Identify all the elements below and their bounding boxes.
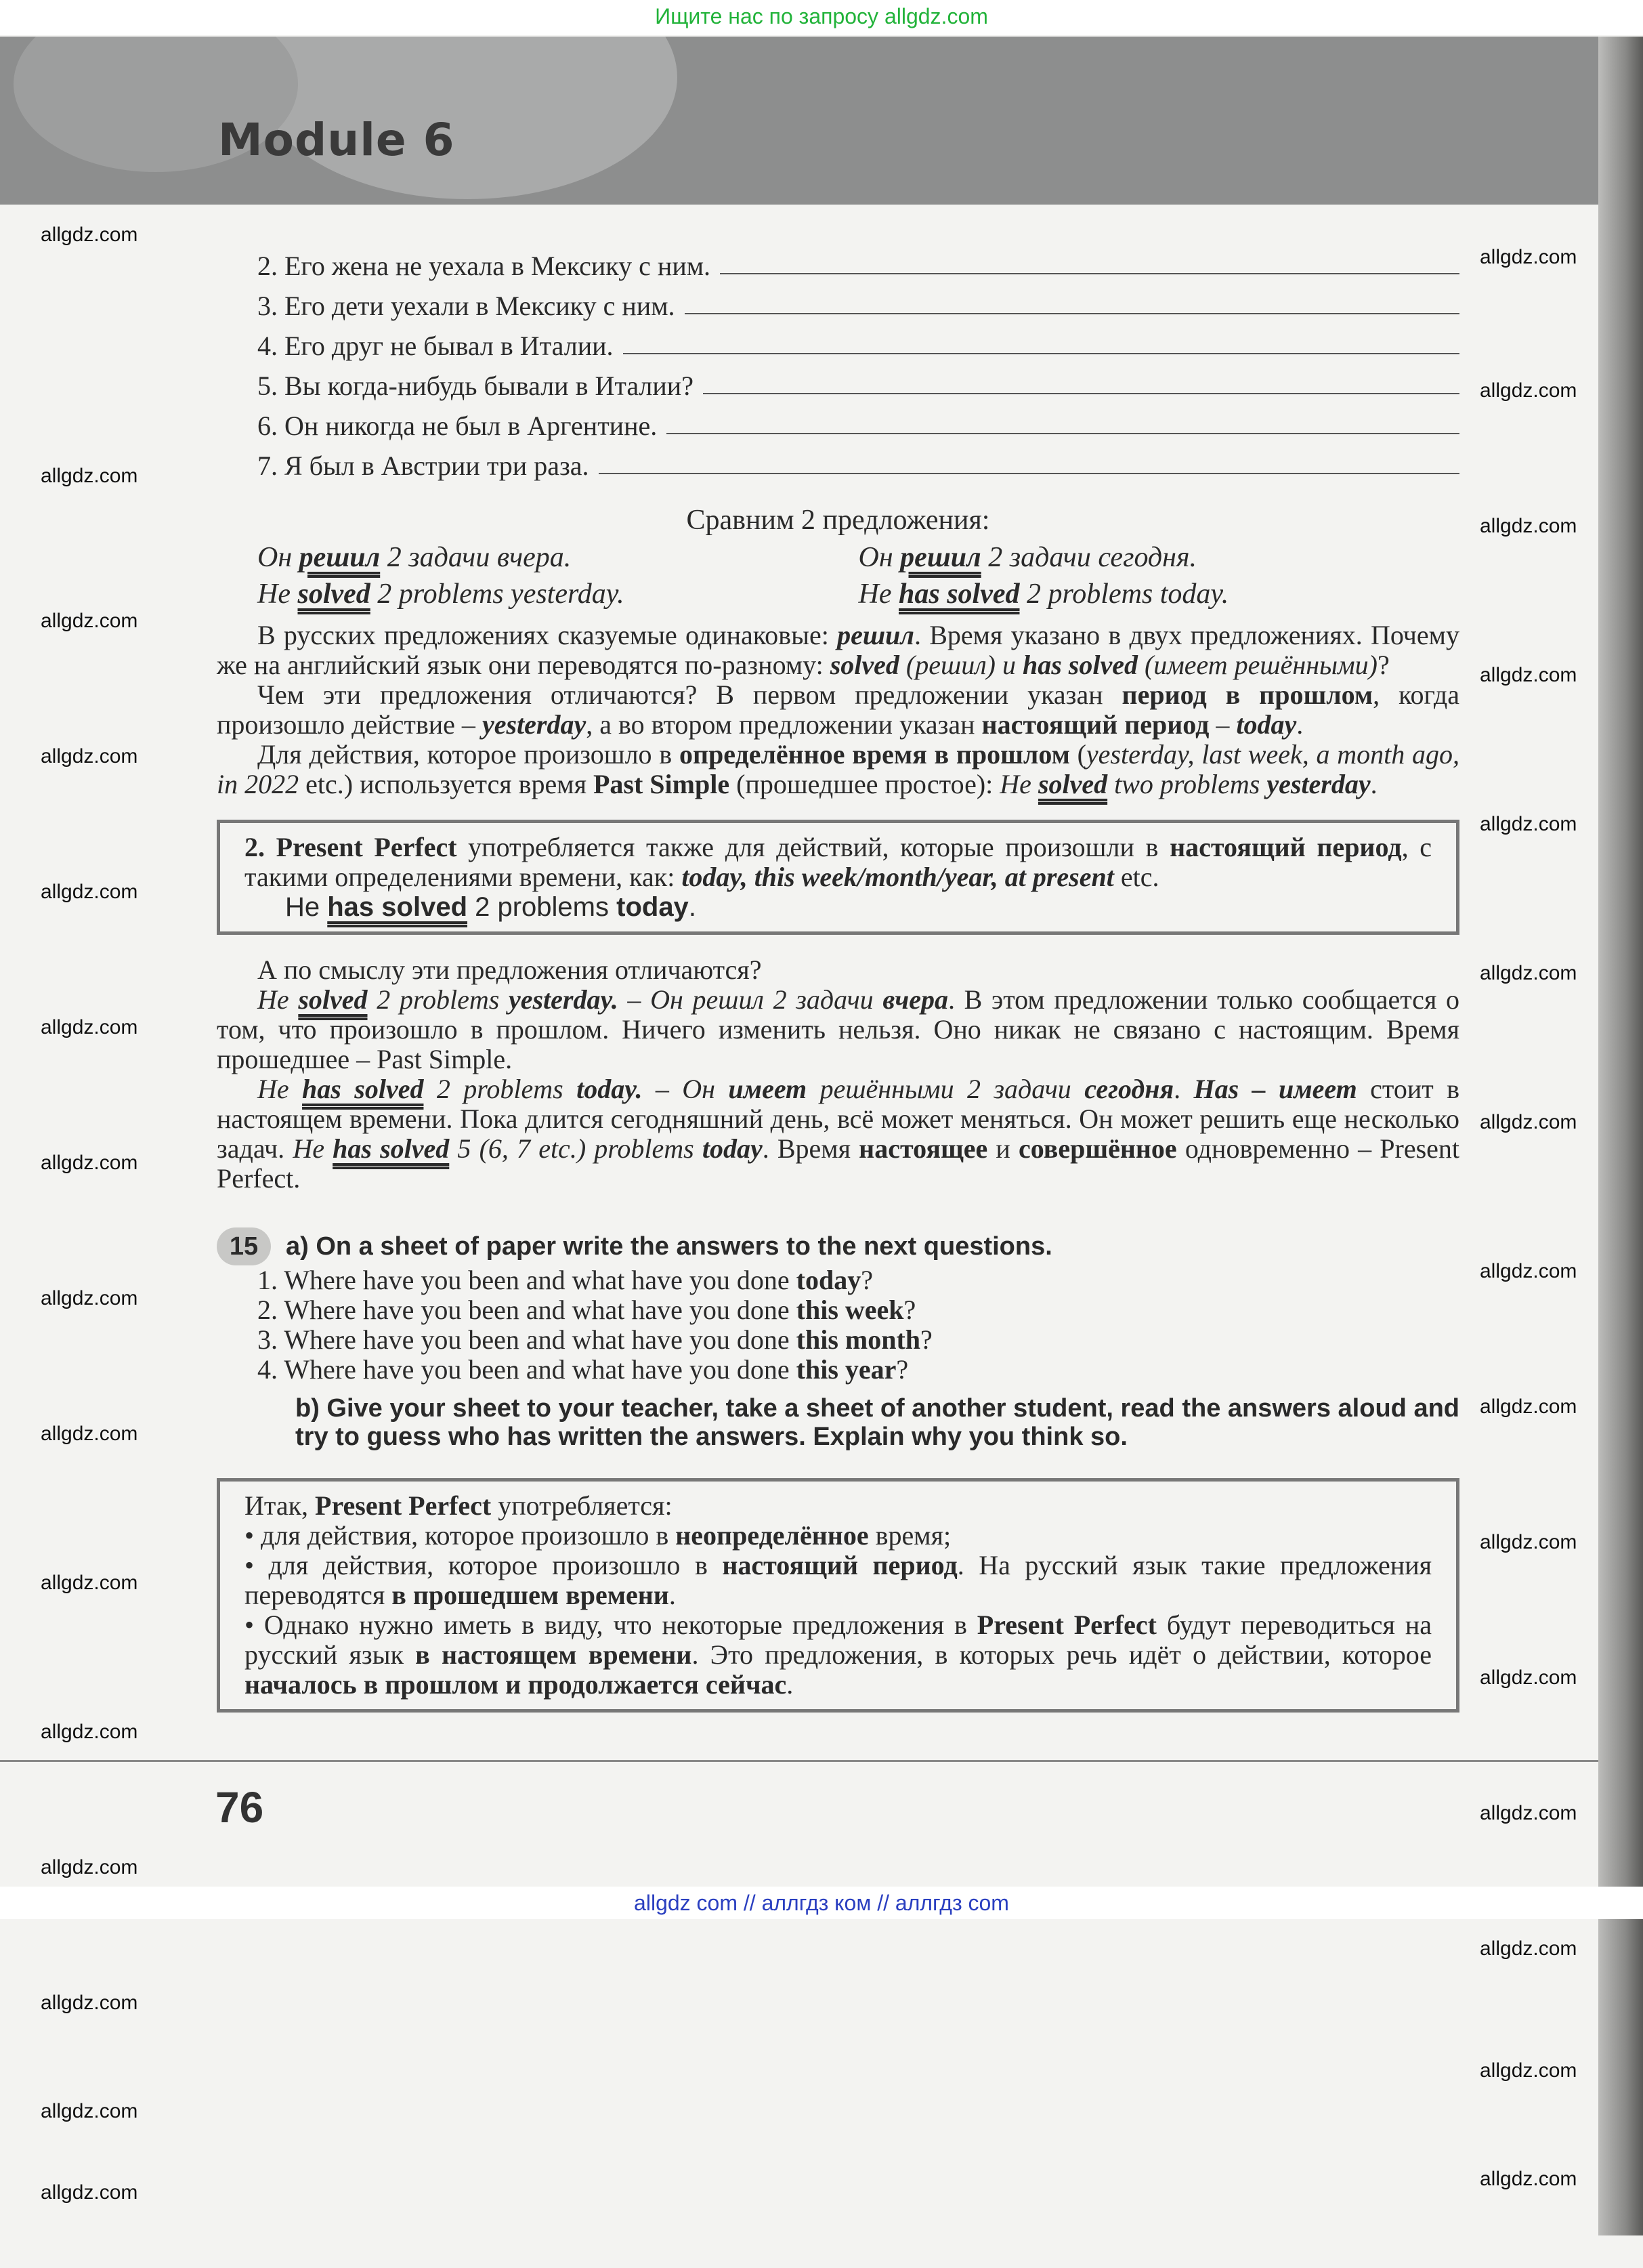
text-segment: (прошедшее простое): — [729, 769, 1000, 799]
compare-left — [257, 576, 859, 612]
watermark: allgdz.com — [1480, 1802, 1577, 1824]
text-segment: two problems — [1107, 769, 1267, 799]
text-segment: He — [858, 579, 899, 610]
text-segment: сегодня — [1084, 1074, 1174, 1104]
list-item-text: 4. Его друг не бывал в Италии. — [257, 331, 614, 361]
text-segment: настоящее — [859, 1133, 988, 1164]
text-segment: время; — [868, 1520, 952, 1551]
watermark: allgdz.com — [41, 881, 138, 903]
text-segment: 2 problems yesterday. — [370, 579, 624, 610]
text-segment: имеет — [728, 1074, 807, 1104]
list-item-text: 3. Его дети уехали в Мексику с ним. — [257, 291, 675, 321]
text-segment: Present Perfect — [315, 1490, 492, 1521]
list-item-text: 6. Он никогда не был в Аргентине. — [257, 411, 658, 441]
text-segment: – Он решил 2 задачи — [618, 984, 883, 1015]
module-header — [0, 37, 1598, 205]
summary-line — [244, 1551, 1432, 1610]
text-segment: 2 problems — [367, 984, 509, 1015]
summary-line — [244, 1491, 1432, 1521]
exercise-number-badge: 15 — [217, 1227, 271, 1265]
text-segment: 1. Where have you been and what have you done — [257, 1265, 796, 1295]
text-segment: . — [1370, 769, 1378, 799]
page-number: 76 — [215, 1783, 264, 1832]
watermark: allgdz.com — [1480, 515, 1577, 537]
watermark: allgdz.com — [1480, 664, 1577, 686]
exercise-part-a — [217, 1227, 1459, 1265]
paragraph — [217, 955, 1459, 985]
compare-heading: Сравним 2 предложения: — [686, 505, 990, 536]
module-title: Module 6 — [218, 114, 455, 166]
text-segment: . На русский язык такие предложения переводятся — [244, 1550, 1432, 1610]
text-segment: – Он — [642, 1074, 729, 1104]
watermark: allgdz.com — [1480, 1260, 1577, 1282]
text-segment: . — [668, 1580, 676, 1610]
text-segment: • для действия, которое произошло в — [244, 1550, 723, 1580]
text-segment: Has – имеет — [1193, 1074, 1357, 1104]
watermark: allgdz.com — [1480, 813, 1577, 835]
answer-line — [685, 313, 1459, 314]
text-segment: (имеет решёнными) — [1137, 650, 1378, 680]
text-segment: He — [257, 1074, 303, 1104]
text-segment: 2 задачи вчера. — [380, 542, 572, 573]
text-segment: yesterday, last week, a month ago, in 2022 — [217, 739, 1459, 799]
text-segment: решёнными 2 задачи — [807, 1074, 1085, 1104]
watermark: allgdz.com — [41, 224, 138, 246]
text-segment: 5 (6, 7 etc.) problems — [449, 1133, 702, 1164]
meaning-section — [217, 955, 1459, 1194]
watermark: allgdz.com — [41, 1572, 138, 1594]
list-item-text: 5. Вы когда-нибудь бывали в Италии? — [257, 371, 694, 401]
text-segment: . — [1296, 709, 1304, 740]
text-segment: this month — [796, 1324, 921, 1355]
exercise-instruction-a: a) On a sheet of paper write the answers to the next questions. — [286, 1232, 1052, 1261]
text-segment: today — [702, 1133, 763, 1164]
text-segment: . Это предложения, в которых речь идёт о действии, которое — [691, 1639, 1432, 1670]
text-segment: одновременно – Present Perfect. — [217, 1133, 1460, 1194]
translation-list — [217, 241, 1459, 481]
paragraph — [217, 740, 1459, 799]
text-segment: etc. — [1113, 862, 1159, 892]
text-segment: • для действия, которое произошло в — [244, 1520, 676, 1551]
text-segment: Для действия, которое произошло в — [257, 739, 679, 770]
compare-row — [217, 539, 1459, 576]
list-item — [217, 321, 1459, 361]
text-segment: ? — [861, 1265, 873, 1295]
watermark: allgdz.com — [1480, 246, 1577, 268]
text-segment: yesterday. — [508, 984, 618, 1015]
text-segment: в настоящем времени — [415, 1639, 692, 1670]
compare-left — [257, 539, 859, 576]
underlined-predicate: solved — [297, 579, 370, 610]
text-segment: . В этом предложении только сообщается о том, что произошло в прошлом. Ничего изменить нельзя. Оно никак не связано с настоящим. Время прошедшее – Past Simple. — [217, 984, 1460, 1074]
paragraph — [217, 621, 1459, 680]
watermark: allgdz.com — [41, 2181, 138, 2204]
list-item — [217, 281, 1459, 321]
watermark: allgdz.com — [41, 1992, 138, 2014]
summary-box — [217, 1478, 1459, 1713]
question-item — [257, 1265, 1459, 1295]
compare-row — [217, 576, 1459, 612]
text-segment: yesterday — [482, 709, 586, 740]
text-segment: , а во втором предложении указан — [586, 709, 982, 740]
text-segment: употребляется: — [491, 1490, 673, 1521]
watermark: allgdz.com — [41, 745, 138, 768]
text-segment: в прошедшем времени — [391, 1580, 669, 1610]
watermark: allgdz.com — [41, 2100, 138, 2122]
underlined-predicate: has solved — [302, 1074, 424, 1104]
paragraph — [217, 680, 1459, 740]
comparison — [217, 501, 1459, 799]
underlined-predicate: has solved — [333, 1133, 450, 1164]
watermark: allgdz.com — [1480, 2059, 1577, 2082]
text-segment: Он — [257, 542, 299, 573]
text-segment: Present Perfect — [977, 1610, 1157, 1640]
list-item-text: 2. Его жена не уехала в Мексику с ним. — [257, 251, 711, 281]
text-segment: употребляется также для действий, которые произошли в — [456, 832, 1170, 862]
text-segment: решил — [837, 620, 914, 650]
question-item — [257, 1325, 1459, 1355]
text-segment: today — [1236, 709, 1297, 740]
text-segment: has solved — [1022, 650, 1138, 680]
text-segment: today — [616, 892, 689, 922]
list-item — [217, 401, 1459, 441]
text-segment: Итак, — [244, 1490, 316, 1521]
rule-text — [244, 833, 1432, 892]
text-segment: He — [257, 579, 298, 610]
watermark: allgdz.com — [1480, 379, 1577, 402]
text-segment: He — [285, 892, 328, 922]
text-segment: . — [1174, 1074, 1194, 1104]
watermark: allgdz.com — [1480, 1937, 1577, 1960]
underlined-predicate: solved — [1038, 769, 1108, 799]
text-segment: будут переводиться на русский язык — [244, 1610, 1432, 1670]
watermark: allgdz.com — [41, 1016, 138, 1038]
text-segment: 2 problems today. — [1019, 579, 1229, 610]
text-segment: определённое время в прошлом — [679, 739, 1070, 770]
text-segment: Чем эти предложения отличаются? В первом предложении указан — [257, 679, 1122, 710]
text-segment: неопределённое — [675, 1520, 869, 1551]
text-segment: . Время указано в двух предложениях. Почему же на английский язык они переводятся по-разному: — [217, 620, 1459, 680]
text-segment: ? — [920, 1324, 933, 1355]
rule-example — [244, 892, 1432, 922]
watermark: allgdz.com — [41, 1152, 138, 1174]
text-segment: ? — [896, 1354, 909, 1385]
list-item-text: 7. Я был в Австрии три раза. — [257, 450, 589, 481]
text-segment: solved — [830, 650, 899, 680]
text-segment: , с такими определениями времени, как: — [244, 832, 1432, 892]
text-segment: (решил) и — [899, 650, 1023, 680]
paragraph — [217, 985, 1459, 1074]
watermark: allgdz.com — [1480, 1666, 1577, 1689]
list-item — [217, 241, 1459, 281]
text-segment: today. — [576, 1074, 643, 1104]
text-segment: настоящий период — [722, 1550, 958, 1580]
footer-links[interactable]: allgdz com // аллгдз ком // аллгдз com — [0, 1887, 1643, 1919]
watermark: allgdz.com — [41, 610, 138, 632]
text-segment: 2 задачи сегодня. — [981, 542, 1197, 573]
text-segment: – — [1209, 709, 1237, 740]
text-segment: Он — [858, 542, 901, 573]
top-banner[interactable]: Ищите нас по запросу allgdz.com — [0, 0, 1643, 35]
summary-line — [244, 1610, 1432, 1700]
text-segment: вчера — [882, 984, 948, 1015]
text-segment: this week — [796, 1295, 904, 1325]
text-segment: А по смыслу эти предложения отличаются? — [257, 954, 762, 985]
watermark: allgdz.com — [41, 1856, 138, 1878]
question-item — [257, 1295, 1459, 1325]
text-segment: today — [796, 1265, 861, 1295]
answer-line — [720, 273, 1459, 274]
watermark: allgdz.com — [41, 465, 138, 487]
text-segment: 2. Where have you been and what have you done — [257, 1295, 796, 1325]
text-segment: и — [987, 1133, 1019, 1164]
text-segment: совершённое — [1018, 1133, 1177, 1164]
question-item — [257, 1355, 1459, 1385]
text-segment: . — [786, 1669, 794, 1700]
text-segment: 2. Present Perfect — [244, 832, 457, 862]
watermark: allgdz.com — [41, 1423, 138, 1445]
text-segment: настоящий период — [1170, 832, 1402, 862]
underlined-predicate: решил — [900, 542, 981, 573]
page-bottom-rule — [0, 1760, 1598, 1762]
exercise-15 — [217, 1227, 1459, 1451]
text-segment: В русских предложениях сказуемые одинаковые: — [257, 620, 838, 650]
paragraph — [217, 1074, 1459, 1194]
watermark: allgdz.com — [1480, 1395, 1577, 1418]
text-segment: He — [293, 1133, 333, 1164]
text-segment: ( — [1069, 739, 1086, 770]
text-segment: 2 problems — [467, 892, 617, 922]
underlined-predicate: solved — [298, 984, 368, 1015]
watermark: allgdz.com — [1480, 1111, 1577, 1133]
text-segment: 4. Where have you been and what have you done — [257, 1354, 796, 1385]
text-segment: стоит в настоящем времени. Пока длится сегодняшний день, всё может меняться. Он может решить еще несколько задач. — [217, 1074, 1460, 1164]
text-segment: etc.) используется время — [299, 769, 593, 799]
text-segment: . — [688, 892, 696, 922]
text-segment: ? — [1378, 650, 1390, 680]
text-segment: 2 problems — [423, 1074, 577, 1104]
rule-box-wrap — [217, 820, 1459, 935]
exercise-instruction-b: b) Give your sheet to your teacher, take a sheet of another student, read the answers aloud and try to guess who has written the answers. Explain why you think so. — [295, 1394, 1459, 1451]
underlined-predicate: has solved — [898, 579, 1020, 610]
compare-right — [859, 539, 1460, 576]
text-segment: He — [1000, 769, 1038, 799]
text-segment: • Однако нужно иметь в виду, что некоторые предложения в — [244, 1610, 977, 1640]
text-segment: He — [257, 984, 299, 1015]
compare-right — [859, 576, 1460, 612]
text-segment: ? — [903, 1295, 916, 1325]
answer-line — [703, 393, 1459, 394]
summary-line — [244, 1521, 1432, 1551]
text-segment: today, this week/month/year, at present — [681, 862, 1114, 892]
answer-line — [599, 473, 1459, 474]
list-item — [217, 361, 1459, 401]
text-segment: период в прошлом — [1122, 679, 1373, 710]
list-item — [217, 441, 1459, 481]
summary-box-wrap — [217, 1478, 1459, 1713]
watermark: allgdz.com — [41, 1287, 138, 1309]
text-segment: 3. Where have you been and what have you done — [257, 1324, 796, 1355]
watermark: allgdz.com — [41, 1721, 138, 1743]
answer-line — [623, 353, 1459, 354]
text-segment: , когда произошло действие – — [217, 679, 1460, 740]
text-segment: настоящий период — [981, 709, 1210, 740]
watermark: allgdz.com — [1480, 962, 1577, 984]
watermark: allgdz.com — [1480, 1531, 1577, 1553]
underlined-predicate: решил — [299, 542, 381, 573]
underlined-predicate: has solved — [327, 892, 468, 922]
watermark: allgdz.com — [1480, 2168, 1577, 2190]
text-segment: this year — [796, 1354, 897, 1385]
text-segment: . Время — [762, 1133, 859, 1164]
text-segment: началось в прошлом и продолжается сейчас — [244, 1669, 787, 1700]
rule-box — [217, 820, 1459, 935]
text-segment: Past Simple — [593, 769, 730, 799]
answer-line — [666, 433, 1459, 434]
text-segment: yesterday — [1266, 769, 1371, 799]
